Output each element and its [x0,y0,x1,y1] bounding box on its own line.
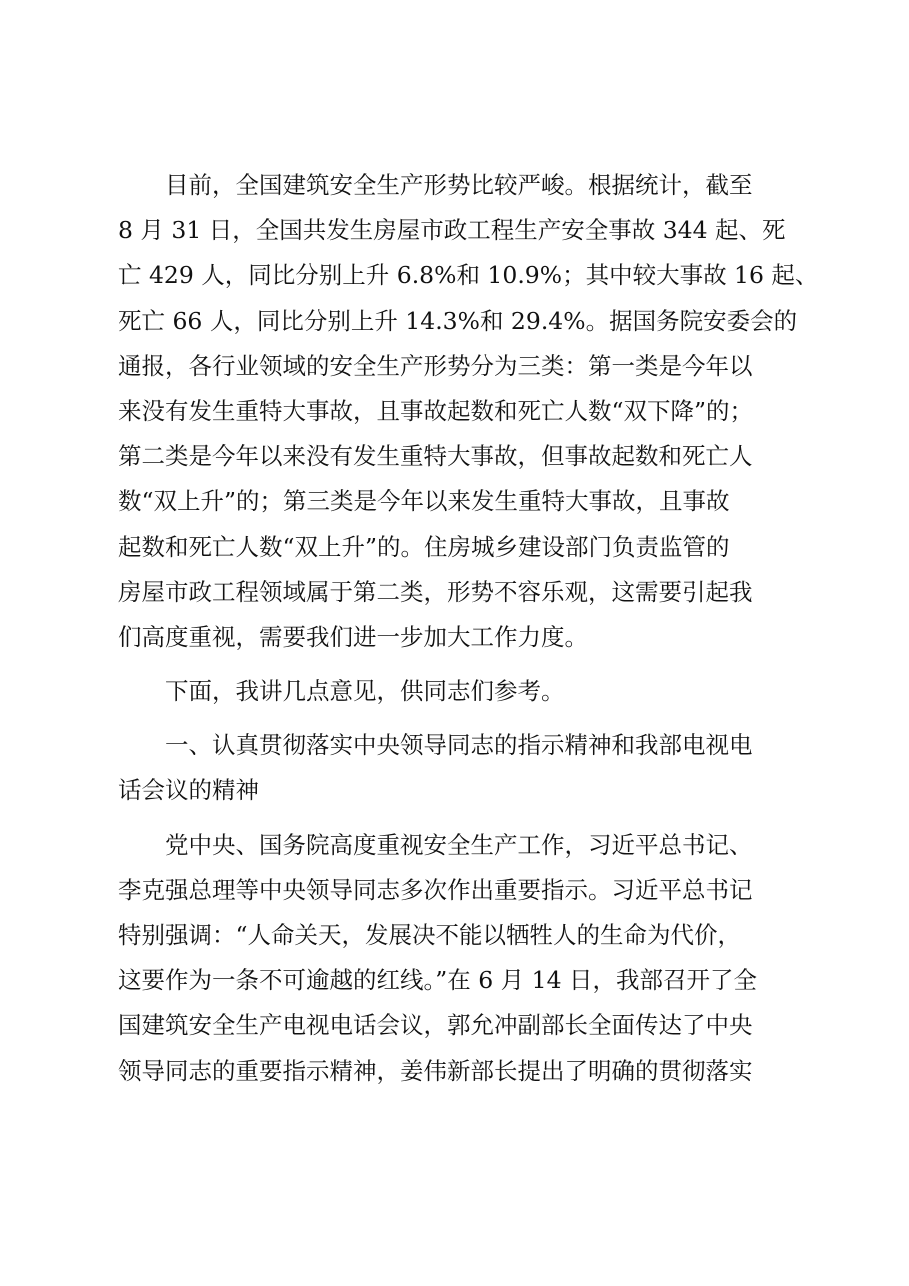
text-line: 领导同志的重要指示精神，姜伟新部长提出了明确的贯彻落实 [118,1056,753,1085]
document-body [118,163,819,1094]
text-line: 死亡 66 人，同比分别上升 14.3%和 29.4%。据国务院安委会的 [118,306,798,335]
text-line: 起数和死亡人数“双上升”的。住房城乡建设部门负责监管的 [118,532,730,561]
text-line: 下面，我讲几点意见，供同志们参考。 [118,677,565,706]
text-line: 亡 429 人，同比分别上升 6.8%和 10.9%；其中较大事故 16 起、 [118,261,819,290]
text-line: 李克强总理等中央领导同志多次作出重要指示。习近平总书记 [118,875,753,904]
text-line: 数“双上升”的；第三类是今年以来发生重特大事故，且事故 [118,487,730,516]
text-line: 来没有发生重特大事故，且事故起数和死亡人数“双下降”的； [118,396,754,425]
section-heading-one [118,723,798,813]
text-line: 党中央、国务院高度重视安全生产工作，习近平总书记、 [118,830,753,859]
paragraph-central-instructions [118,823,798,1094]
text-line: 第二类是今年以来没有发生重特大事故，但事故起数和死亡人 [118,442,753,471]
text-line: 国建筑安全生产电视电话会议，郭允冲副部长全面传达了中央 [118,1011,753,1040]
text-line: 房屋市政工程领域属于第二类，形势不容乐观，这需要引起我 [118,577,753,606]
text-line: 8 月 31 日，全国共发生房屋市政工程生产安全事故 344 起、死 [118,216,786,245]
text-line: 特别强调：“人命关天，发展决不能以牺牲人的生命为代价， [118,921,742,949]
text-line: 通报，各行业领域的安全生产形势分为三类：第一类是今年以 [118,351,753,380]
paragraph-safety-situation [118,163,819,660]
text-line: 目前，全国建筑安全生产形势比较严峻。根据统计，截至 [118,171,753,199]
paragraph-intro [118,669,798,714]
text-line: 一、认真贯彻落实中央领导同志的指示精神和我部电视电 [118,731,753,760]
text-line: 们高度重视，需要我们进一步加大工作力度。 [118,622,588,651]
text-line: 话会议的精神 [118,776,259,805]
text-line: 这要作为一条不可逾越的红线。”在 6 月 14 日，我部召开了全 [118,966,757,995]
